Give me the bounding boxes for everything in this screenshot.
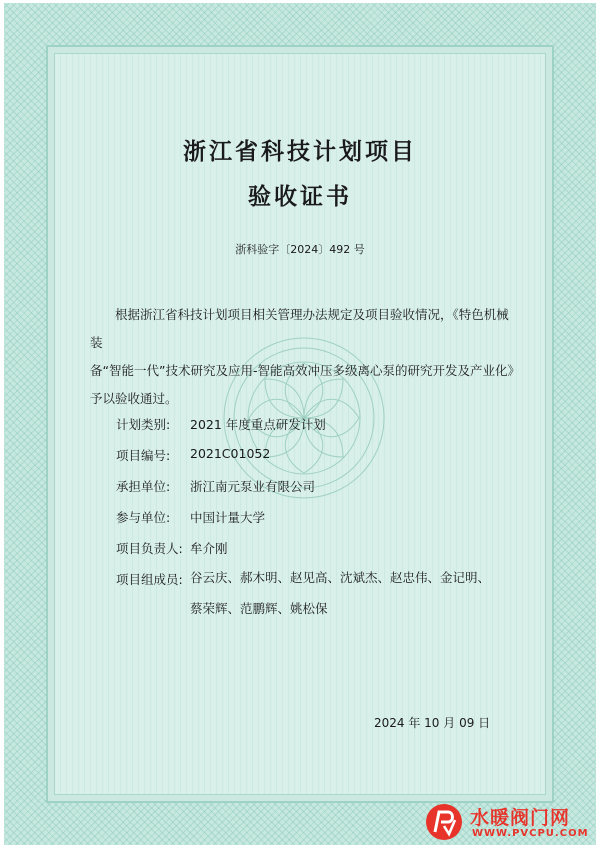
- field-row-undertaking-unit: [116, 477, 490, 508]
- field-value: 2021C01052: [190, 446, 271, 461]
- field-value: 2021 年度重点研发计划: [190, 417, 326, 432]
- watermark-brand: 水暖阀门网: [470, 807, 571, 829]
- project-fields: [116, 415, 490, 640]
- field-value-members: [186, 562, 490, 624]
- document-number: 浙科验字〔2024〕492 号: [235, 243, 365, 256]
- field-value: 牟介刚: [190, 541, 228, 556]
- certificate-title-line2: 验收证书: [248, 184, 352, 210]
- watermark-url: WWW.PVCPU.COM: [472, 828, 589, 839]
- field-label: 项目负责人:: [116, 541, 183, 556]
- field-row-team-members: [116, 570, 490, 640]
- body-line-2: 备“智能一代”技术研究及应用-智能高效冲压多级离心泵的研究开发及产业化》: [90, 363, 520, 378]
- pv-logo-icon: [424, 802, 464, 842]
- certificate-title-line1: 浙江省科技计划项目: [183, 139, 417, 165]
- body-line-3: 予以验收通过。: [90, 391, 178, 406]
- certificate: [4, 3, 596, 845]
- field-label: 计划类别:: [116, 417, 171, 432]
- body-line-1: 根据浙江省科技计划项目相关管理办法规定及项目验收情况，《特色机械装: [90, 307, 509, 350]
- issue-date: 2024 年 10 月 09 日: [374, 716, 491, 730]
- field-row-project-number: [116, 446, 490, 477]
- members-line-2: 蔡荣辉、范鹏辉、姚松保: [190, 601, 328, 616]
- field-row-participating-unit: [116, 508, 490, 539]
- field-label: 参与单位:: [116, 510, 171, 525]
- field-value: 中国计量大学: [190, 510, 266, 525]
- field-label: 项目组成员:: [116, 572, 183, 587]
- field-label: 项目编号:: [116, 448, 171, 463]
- members-line-1: 谷云庆、郝木明、赵见高、沈斌杰、赵忠伟、金记明、: [190, 570, 491, 585]
- field-value: 浙江南元泵业有限公司: [190, 479, 316, 494]
- field-label: 承担单位:: [116, 479, 171, 494]
- field-row-plan-category: [116, 415, 490, 446]
- site-watermark: [424, 800, 594, 844]
- certificate-body: [90, 301, 520, 413]
